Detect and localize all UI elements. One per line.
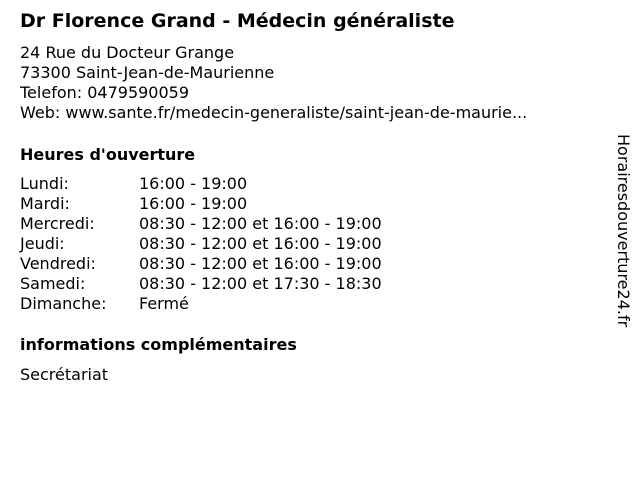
web-line: Web: www.sante.fr/medecin-generaliste/saint-jean-de-maurie...	[20, 103, 528, 122]
time-value: 08:30 - 12:00 et 17:30 - 18:30	[139, 274, 382, 293]
time-value: 16:00 - 19:00	[139, 194, 248, 213]
hours-row-vendredi	[20, 254, 382, 274]
time-value: 16:00 - 19:00	[139, 174, 248, 193]
phone-line: Telefon: 0479590059	[20, 83, 190, 102]
hours-row-dimanche	[20, 294, 382, 314]
info-text: Secrétariat	[20, 365, 109, 384]
time-value: 08:30 - 12:00 et 16:00 - 19:00	[139, 234, 382, 253]
day-label: Mardi:	[20, 194, 70, 213]
site-watermark: Horairesdouverture24.fr	[614, 134, 633, 328]
opening-hours-list	[20, 174, 382, 314]
city-line: 73300 Saint-Jean-de-Maurienne	[20, 63, 275, 82]
day-label: Dimanche:	[20, 294, 107, 313]
time-value: 08:30 - 12:00 et 16:00 - 19:00	[139, 254, 382, 273]
day-label: Vendredi:	[20, 254, 96, 273]
info-heading: informations complémentaires	[20, 335, 297, 354]
day-label: Lundi:	[20, 174, 69, 193]
street-address: 24 Rue du Docteur Grange	[20, 43, 235, 62]
hours-heading: Heures d'ouverture	[20, 145, 196, 164]
hours-row-lundi	[20, 174, 382, 194]
hours-row-mercredi	[20, 214, 382, 234]
day-label: Mercredi:	[20, 214, 95, 233]
time-value: Fermé	[139, 294, 189, 313]
hours-row-mardi	[20, 194, 382, 214]
day-label: Jeudi:	[20, 234, 65, 253]
hours-row-jeudi	[20, 234, 382, 254]
hours-row-samedi	[20, 274, 382, 294]
time-value: 08:30 - 12:00 et 16:00 - 19:00	[139, 214, 382, 233]
address-block	[20, 43, 527, 123]
page-title: Dr Florence Grand - Médecin généraliste	[20, 10, 455, 32]
day-label: Samedi:	[20, 274, 86, 293]
